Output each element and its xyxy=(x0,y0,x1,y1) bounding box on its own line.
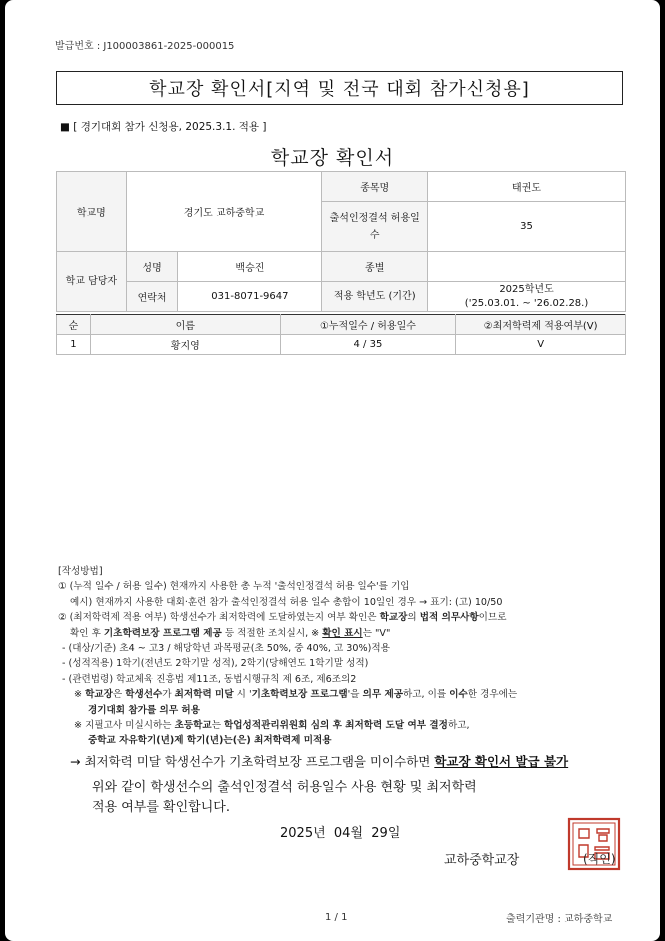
guide-line-11: 중학교 자유학기(년)제 학기(년)는(은) 최저학력제 미적용 xyxy=(88,735,332,747)
document-subtitle: 학교장 확인서 xyxy=(270,147,395,169)
writing-guide xyxy=(58,564,517,749)
name-value: 백승진 xyxy=(178,252,322,282)
applicability-note: ■ [ 경기대회 참가 신청용, 2025.3.1. 적용 ] xyxy=(60,121,267,133)
page-number: 1 / 1 xyxy=(325,912,348,923)
confirmation-line-2: 적용 여부를 확인합니다. xyxy=(92,800,230,815)
seal-label: (직인) xyxy=(583,852,616,866)
confirmation-line-1: 위와 같이 학생선수의 출석인정결석 허용일수 사용 현황 및 최저학력 xyxy=(92,780,477,795)
year-cell xyxy=(428,282,626,312)
days-label: 출석인정결석 허용일수 xyxy=(322,202,428,252)
guide-line-8: ※ 학교장은 학생선수가 최저학력 미달 시 '기초학력보장 프로그램'을 의무 제공하고, 이를 이수한 경우에는 xyxy=(74,689,518,701)
school-value: 경기도 교하중학교 xyxy=(126,172,322,252)
guide-line-7: - (관련법령) 학교체육 진흥법 제11조, 동법시행규칙 제 6조, 제6조의2 xyxy=(62,673,357,685)
issue-date: 2025년 04월 29일 xyxy=(280,826,401,841)
school-info-table xyxy=(56,171,626,312)
guide-line-2: 예시) 현재까지 사용한 대회·훈련 참가 출석인정결석 허용 일수 총합이 10일인 경우 → 표기: (고) 10/50 xyxy=(70,596,503,608)
document-title: 학교장 확인서[지역 및 전국 대회 참가신청용] xyxy=(56,71,623,105)
col-header-days: ①누적일수 / 허용일수 xyxy=(280,315,456,335)
principal-name: 교하중학교장 xyxy=(444,853,520,868)
days-value: 35 xyxy=(428,202,626,252)
event-value: 태권도 xyxy=(428,172,626,202)
guide-line-1: ① (누적 일수 / 허용 일수) 현재까지 사용한 총 누적 '출석인정결석 허용 일수'를 기입 xyxy=(58,581,410,593)
guide-line-3: ② (최저학력제 적용 여부) 학생선수가 최저학력에 도달하였는지 여부 확인은 학교장의 법적 의무사항이므로 xyxy=(58,612,507,624)
issuance-warning: → 최저학력 미달 학생선수가 기초학력보장 프로그램을 미이수하면 학교장 확인서 발급 불가 xyxy=(70,754,569,769)
col-header-no: 순 xyxy=(57,315,91,335)
guide-line-4: 확인 후 기초학력보장 프로그램 제공 등 적절한 조치실시, ※ 확인 표시는 "V" xyxy=(70,627,391,639)
output-organization: 출력기관명 : 교하중학교 xyxy=(506,914,613,925)
year-label: 적용 학년도 (기간) xyxy=(322,282,428,312)
contact-value: 031-8071-9647 xyxy=(178,282,322,312)
guide-line-6: - (성적적용) 1학기(전년도 2학기말 성적), 2학기(당해연도 1학기말 성적) xyxy=(62,658,369,670)
year-value: 2025학년도 xyxy=(499,283,554,295)
period-value: ('25.03.01. ~ '26.02.28.) xyxy=(464,297,589,309)
event-label: 종목명 xyxy=(322,172,428,202)
col-header-flag: ②최저학력제 적용여부(V) xyxy=(456,315,626,335)
row-no: 1 xyxy=(57,335,91,355)
row-days: 4 / 35 xyxy=(280,335,456,355)
guide-line-5: - (대상/기준) 초4 ~ 고3 / 해당학년 과목평균(초 50%, 중 40%, 고 30%)적용 xyxy=(62,643,390,655)
guide-heading: [작성방법] xyxy=(58,566,103,577)
confirmation-text xyxy=(92,778,477,818)
row-name: 황지영 xyxy=(90,335,280,355)
row-flag: V xyxy=(456,335,626,355)
contact-label: 연락처 xyxy=(126,282,178,312)
name-label: 성명 xyxy=(126,252,178,282)
guide-line-10: ※ 지필고사 미실시하는 초등학교는 학업성적관리위원회 심의 후 최저학력 도달 여부 결정하고, xyxy=(74,720,470,732)
col-header-name: 이름 xyxy=(90,315,280,335)
table-row xyxy=(57,335,626,355)
category-value xyxy=(428,252,626,282)
manager-label: 학교 담당자 xyxy=(57,252,127,312)
school-label: 학교명 xyxy=(57,172,127,252)
category-label: 종별 xyxy=(322,252,428,282)
guide-line-9: 경기대회 참가를 의무 허용 xyxy=(88,704,200,716)
issue-number: 발급번호 : J100003861-2025-000015 xyxy=(55,41,235,52)
student-table xyxy=(56,314,626,355)
